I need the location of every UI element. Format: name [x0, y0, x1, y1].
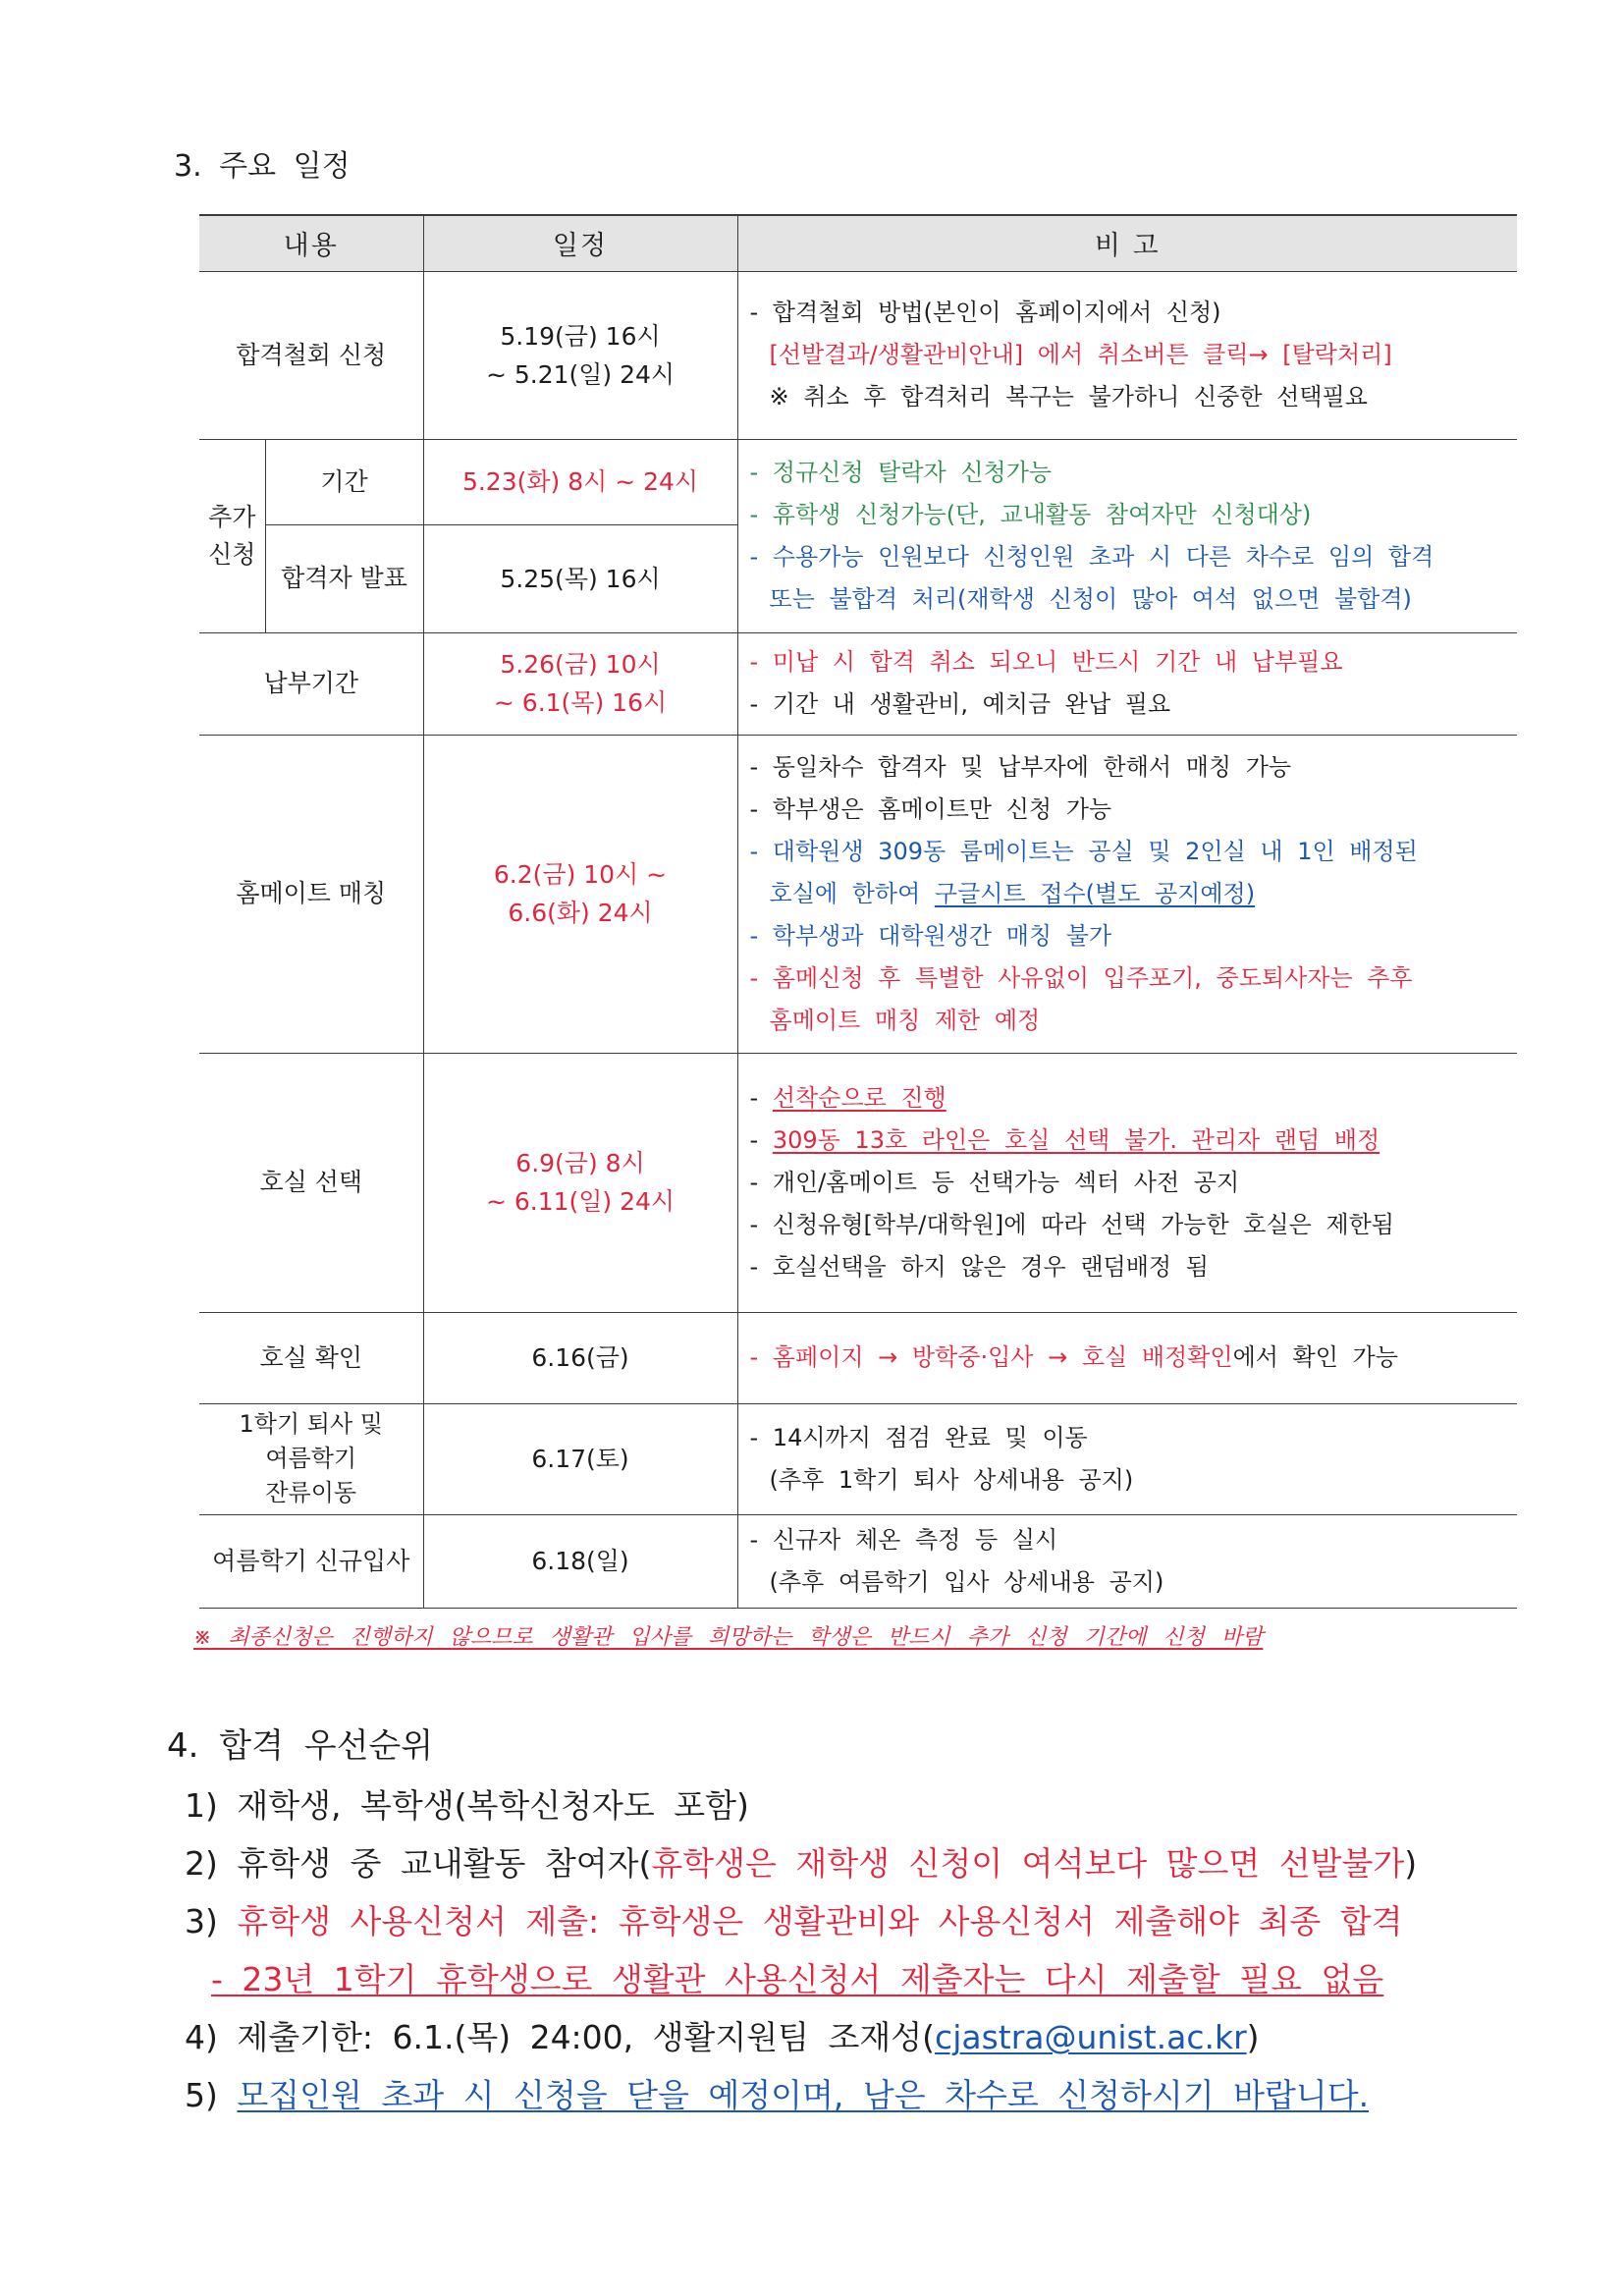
remark-line — [750, 1337, 1510, 1379]
remark-line: - 신규자 체온 측정 등 실시 — [749, 1525, 1058, 1554]
remark-line: - 호실선택을 하지 않은 경우 랜덤배정 됨 — [749, 1252, 1209, 1281]
row-label-line: 잔류이동 — [265, 1479, 357, 1506]
remark-line: - 대학원생 309동 룸메이트는 공실 및 2인실 내 1인 배정된 — [749, 837, 1418, 865]
remark-line: ※ 취소 후 합격처리 복구는 불가하니 신중한 선택필요 — [769, 383, 1368, 410]
row-remarks — [737, 271, 1517, 439]
row-schedule — [423, 735, 737, 1053]
remark-text: 에서 확인 가능 — [1232, 1343, 1398, 1371]
schedule-line: 6.2(금) 10시 ~ — [493, 860, 668, 889]
remark-path-text: - 홈페이지 → 방학중·입사 → 호실 배정확인 — [749, 1343, 1233, 1371]
schedule-line: 6.9(금) 8시 — [515, 1149, 645, 1177]
priority-item — [185, 1777, 1559, 1834]
row-remarks — [737, 1514, 1517, 1608]
remark-line: - 학부생과 대학원생간 매칭 불가 — [749, 921, 1112, 950]
schedule-line: 5.26(금) 10시 — [500, 650, 661, 679]
schedule-table — [199, 214, 1517, 1609]
row-remarks — [737, 735, 1517, 1053]
remark-line: - 동일차수 합격자 및 납부자에 한해서 매칭 가능 — [749, 752, 1292, 781]
remark-line: - 14시까지 점검 완료 및 이동 — [749, 1423, 1088, 1451]
section-title-priority: 4. 합격 우선순위 — [167, 1726, 434, 1766]
remark-line — [750, 1077, 1510, 1120]
remark-underlined-text: 309동 13호 라인은 호실 선택 불가. 관리자 랜덤 배정 — [772, 1125, 1380, 1154]
remark-line: 또는 불합격 처리(재학생 신청이 많아 여석 없으면 불합격) — [769, 584, 1412, 613]
priority-list — [185, 1777, 1559, 2124]
remark-line: - 정규신청 탈락자 신청가능 — [749, 458, 1053, 486]
row-label: 납부기간 — [199, 632, 423, 735]
remark-line: - 신청유형[학부/대학원]에 따라 선택 가능한 호실은 제한됨 — [749, 1210, 1394, 1238]
column-header-schedule: 일정 — [423, 215, 737, 271]
remark-line: - 수용가능 인원보다 신청인원 초과 시 다른 차수로 임의 합격 — [749, 542, 1434, 571]
schedule-line: ~ 6.11(일) 24시 — [485, 1187, 676, 1216]
priority-item — [185, 1892, 1559, 1950]
schedule-line: 6.6(화) 24시 — [508, 899, 653, 927]
remark-line: 홈메이트 매칭 제한 예정 — [769, 1006, 1041, 1034]
row-schedule: 6.17(토) — [423, 1403, 737, 1514]
row-schedule: 6.16(금) — [423, 1312, 737, 1403]
row-remarks — [737, 632, 1517, 735]
priority-item — [185, 2008, 1559, 2066]
priority-note: 휴학생은 재학생 신청이 여석보다 많으면 선발불가 — [651, 1844, 1405, 1883]
row-remarks — [737, 1312, 1517, 1403]
schedule-line: ~ 6.1(목) 16시 — [493, 688, 668, 717]
column-header-content: 내용 — [199, 215, 423, 271]
table-row — [199, 735, 1517, 1053]
priority-text: 3) — [185, 1902, 238, 1941]
remark-line: - 기간 내 생활관비, 예치금 완납 필요 — [749, 690, 1171, 718]
row-label — [199, 1403, 423, 1514]
remark-text: 호실에 한하여 — [769, 879, 935, 907]
table-row — [199, 271, 1517, 439]
priority-text: 5) — [185, 2076, 238, 2114]
priority-subnote — [185, 1950, 1559, 2008]
table-row — [199, 1403, 1517, 1514]
remark-line: - 미납 시 합격 취소 되오니 반드시 기간 내 납부필요 — [749, 648, 1343, 676]
table-row — [199, 632, 1517, 735]
row-label: 여름학기 신규입사 — [199, 1514, 423, 1608]
row-schedule: 5.23(화) 8시 ~ 24시 — [423, 439, 737, 524]
row-sublabel: 기간 — [265, 439, 423, 524]
priority-subnote-text: - 23년 1학기 휴학생으로 생활관 사용신청서 제출자는 다시 제출할 필요 없음 — [211, 1960, 1384, 1998]
column-header-remarks: 비 고 — [737, 215, 1517, 271]
row-schedule: 5.25(목) 16시 — [423, 524, 737, 632]
priority-text-tail: ) — [1404, 1844, 1418, 1883]
remark-underlined-text: 선착순으로 진행 — [772, 1083, 947, 1112]
schedule-footnote: ※ 최종신청은 진행하지 않으므로 생활관 입사를 희망하는 학생은 반드시 추가 신청 기간에 신청 바람 — [193, 1625, 1264, 1650]
priority-text: 2) 휴학생 중 교내활동 참여자( — [185, 1844, 652, 1883]
remark-bullet: - — [749, 1083, 773, 1112]
row-remarks — [737, 1053, 1517, 1312]
row-label: 호실 선택 — [199, 1053, 423, 1312]
table-row — [199, 439, 1517, 524]
priority-item — [185, 2066, 1559, 2124]
remark-line: (추후 여름학기 입사 상세내용 공지) — [769, 1567, 1164, 1596]
group-label-line: 추가 — [208, 502, 256, 531]
row-remarks — [737, 439, 1517, 632]
remark-line — [750, 873, 1510, 915]
remark-line — [750, 1120, 1510, 1162]
table-row — [199, 1053, 1517, 1312]
remark-line: - 합격철회 방법(본인이 홈페이지에서 신청) — [749, 299, 1221, 326]
remark-line: [선발결과/생활관비안내] 에서 취소버튼 클릭→ [탈락처리] — [769, 341, 1392, 368]
row-schedule — [423, 271, 737, 439]
remark-line: - 개인/홈메이트 등 선택가능 섹터 사전 공지 — [749, 1168, 1240, 1196]
priority-text-tail: ) — [1246, 2018, 1260, 2056]
row-remarks — [737, 1403, 1517, 1514]
section-title-schedule: 3. 주요 일정 — [174, 149, 351, 184]
schedule-line: ~ 5.21(일) 24시 — [485, 359, 676, 389]
remark-line: - 학부생은 홈메이트만 신청 가능 — [749, 794, 1112, 823]
remark-bullet: - — [749, 1125, 773, 1154]
row-label-line: 1학기 퇴사 및 — [239, 1410, 383, 1438]
priority-note: 휴학생 사용신청서 제출: 휴학생은 생활관비와 사용신청서 제출해야 최종 합격 — [237, 1902, 1403, 1941]
remark-line: (추후 1학기 퇴사 상세내용 공지) — [769, 1465, 1134, 1494]
row-label: 홈메이트 매칭 — [199, 735, 423, 1053]
table-header-row — [199, 215, 1517, 271]
remark-underlined-text: 구글시트 접수(별도 공지예정) — [934, 879, 1256, 907]
row-label: 호실 확인 — [199, 1312, 423, 1403]
row-sublabel: 합격자 발표 — [265, 524, 423, 632]
schedule-line: 5.19(금) 16시 — [500, 321, 661, 351]
remark-line: - 홈메신청 후 특별한 사유없이 입주포기, 중도퇴사자는 추후 — [749, 963, 1413, 992]
priority-note: 모집인원 초과 시 신청을 닫을 예정이며, 남은 차수로 신청하시기 바랍니다. — [237, 2076, 1370, 2114]
remark-line: - 휴학생 신청가능(단, 교내활동 참여자만 신청대상) — [749, 500, 1312, 528]
row-schedule — [423, 1053, 737, 1312]
row-label: 합격철회 신청 — [199, 271, 423, 439]
priority-text: 1) 재학생, 복학생(복학신청자도 포함) — [185, 1786, 749, 1825]
contact-email-link[interactable]: cjastra@unist.ac.kr — [935, 2018, 1247, 2056]
row-group-label — [199, 439, 265, 632]
priority-item — [185, 1834, 1559, 1892]
row-label-line: 여름학기 — [265, 1445, 357, 1472]
row-schedule — [423, 632, 737, 735]
row-schedule: 6.18(일) — [423, 1514, 737, 1608]
table-row — [199, 1514, 1517, 1608]
priority-text: 4) 제출기한: 6.1.(목) 24:00, 생활지원팀 조재성( — [185, 2018, 936, 2056]
table-row — [199, 1312, 1517, 1403]
group-label-line: 신청 — [208, 539, 256, 569]
